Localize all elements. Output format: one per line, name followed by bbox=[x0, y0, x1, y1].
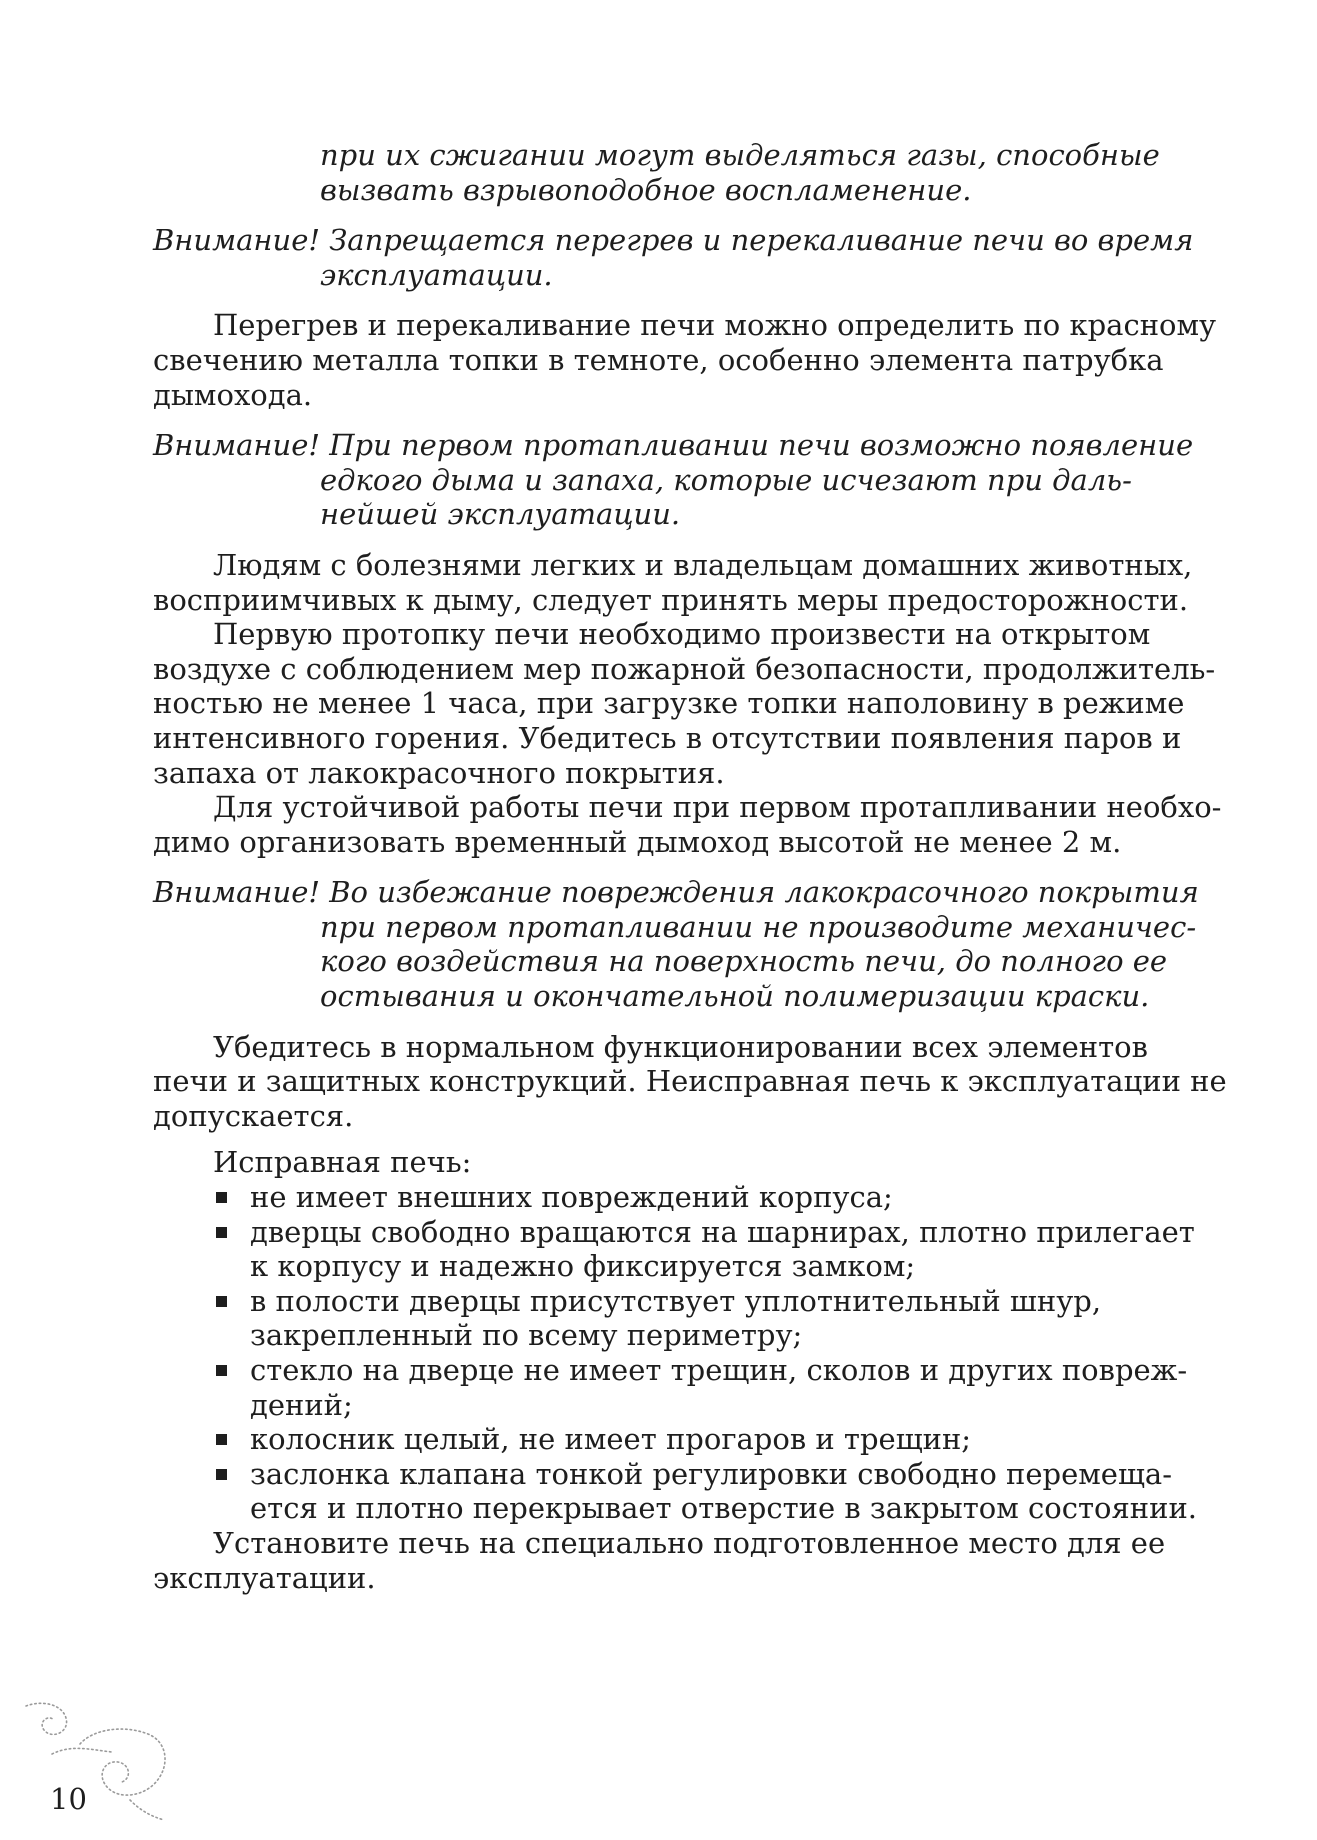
text-line: колосник целый, не имеет прогаров и трещин; bbox=[250, 1422, 972, 1457]
bullet-square-icon bbox=[216, 1434, 227, 1445]
paragraph-first-firing bbox=[153, 617, 1233, 790]
text-line: закрепленный по всему периметру; bbox=[250, 1318, 803, 1353]
paragraph-check-function bbox=[153, 1030, 1233, 1134]
warning-overheat bbox=[153, 223, 1233, 292]
text-line: запаха от лакокрасочного покрытия. bbox=[153, 755, 725, 790]
bullet-square-icon bbox=[216, 1365, 227, 1376]
text-line: Внимание! Во избежание повреждения лакокрасочного покрытия bbox=[153, 875, 1199, 910]
list-item bbox=[153, 1215, 1233, 1284]
text-line: интенсивного горения. Убедитесь в отсутствии появления паров и bbox=[153, 720, 1182, 755]
bullet-square-icon bbox=[216, 1227, 227, 1238]
page-body bbox=[153, 138, 1233, 1595]
bullet-list bbox=[153, 1180, 1233, 1526]
list-item bbox=[153, 1457, 1233, 1526]
paragraph-overheat-detection bbox=[153, 308, 1233, 412]
text-line: нейшей эксплуатации. bbox=[320, 497, 681, 532]
text-line: Для устойчивой работы печи при первом протапливании необхо- bbox=[213, 790, 1222, 825]
text-line: дверцы свободно вращаются на шарнирах, плотно прилегает bbox=[250, 1214, 1195, 1249]
text-line: димо организовать временный дымоход высотой не менее 2 м. bbox=[153, 824, 1122, 859]
text-line: ется и плотно перекрывает отверстие в закрытом состоянии. bbox=[250, 1491, 1197, 1526]
text-line: дымохода. bbox=[153, 377, 313, 412]
paragraph-temporary-chimney bbox=[153, 790, 1233, 859]
bullet-square-icon bbox=[216, 1192, 227, 1203]
text-line: Исправная печь: bbox=[213, 1145, 472, 1180]
text-line: Перегрев и перекаливание печи можно определить по красному bbox=[213, 308, 1217, 343]
list-item bbox=[153, 1284, 1233, 1353]
list-item bbox=[153, 1353, 1233, 1422]
text-line: не имеет внешних повреждений корпуса; bbox=[250, 1180, 893, 1215]
text-line: свечению металла топки в темноте, особенно элемента патрубка bbox=[153, 342, 1164, 377]
text-line: Внимание! При первом протапливании печи возможно появление bbox=[153, 428, 1194, 463]
text-line: стекло на дверце не имеет трещин, сколов и других повреж- bbox=[250, 1353, 1188, 1387]
bullet-square-icon bbox=[216, 1296, 227, 1307]
text-line: Внимание! Запрещается перегрев и перекаливание печи во время bbox=[153, 223, 1194, 258]
warning-continuation bbox=[153, 138, 1233, 207]
text-line: дений; bbox=[250, 1387, 353, 1422]
text-line: остывания и окончательной полимеризации краски. bbox=[320, 979, 1150, 1014]
text-line: Первую протопку печи необходимо произвести на открытом bbox=[213, 617, 1151, 652]
warning-paint-damage bbox=[153, 875, 1233, 1013]
text-line: воздухе с соблюдением мер пожарной безопасности, продолжитель- bbox=[153, 651, 1216, 686]
text-line: вызвать взрывоподобное воспламенение. bbox=[320, 172, 972, 207]
text-line: Людям с болезнями легких и владельцам домашних животных, bbox=[213, 547, 1193, 582]
text-line: ностью не менее 1 часа, при загрузке топки наполовину в режиме bbox=[153, 686, 1185, 721]
list-item bbox=[153, 1180, 1233, 1215]
text-line: Установите печь на специально подготовленное место для ее bbox=[213, 1525, 1166, 1560]
list-heading bbox=[153, 1145, 1233, 1180]
list-item bbox=[153, 1422, 1233, 1457]
text-line: при первом протапливании не производите механичес- bbox=[320, 909, 1197, 944]
text-line: Убедитесь в нормальном функционировании всех элементов bbox=[213, 1029, 1148, 1064]
text-line: едкого дыма и запаха, которые исчезают при даль- bbox=[320, 462, 1132, 497]
text-line: восприимчивых к дыму, следует принять меры предосторожности. bbox=[153, 582, 1189, 617]
text-line: к корпусу и надежно фиксируется замком; bbox=[250, 1249, 916, 1284]
text-line: в полости дверцы присутствует уплотнительный шнур, bbox=[250, 1283, 1102, 1318]
text-line: допускается. bbox=[153, 1098, 354, 1133]
paragraph-precautions bbox=[153, 548, 1233, 617]
text-line: при их сжигании могут выделяться газы, способные bbox=[320, 138, 1160, 172]
bullet-square-icon bbox=[216, 1469, 227, 1480]
warning-first-firing bbox=[153, 428, 1233, 532]
page-number: 10 bbox=[50, 1782, 87, 1816]
text-line: заслонка клапана тонкой регулировки свободно перемеща- bbox=[250, 1456, 1172, 1491]
paragraph-installation bbox=[153, 1526, 1233, 1595]
text-line: эксплуатации. bbox=[153, 1560, 376, 1595]
text-line: эксплуатации. bbox=[320, 257, 553, 292]
swirl-ornament-icon bbox=[22, 1700, 172, 1825]
text-line: печи и защитных конструкций. Неисправная печь к эксплуатации не bbox=[153, 1064, 1227, 1099]
text-line: кого воздействия на поверхность печи, до полного ее bbox=[320, 944, 1168, 979]
